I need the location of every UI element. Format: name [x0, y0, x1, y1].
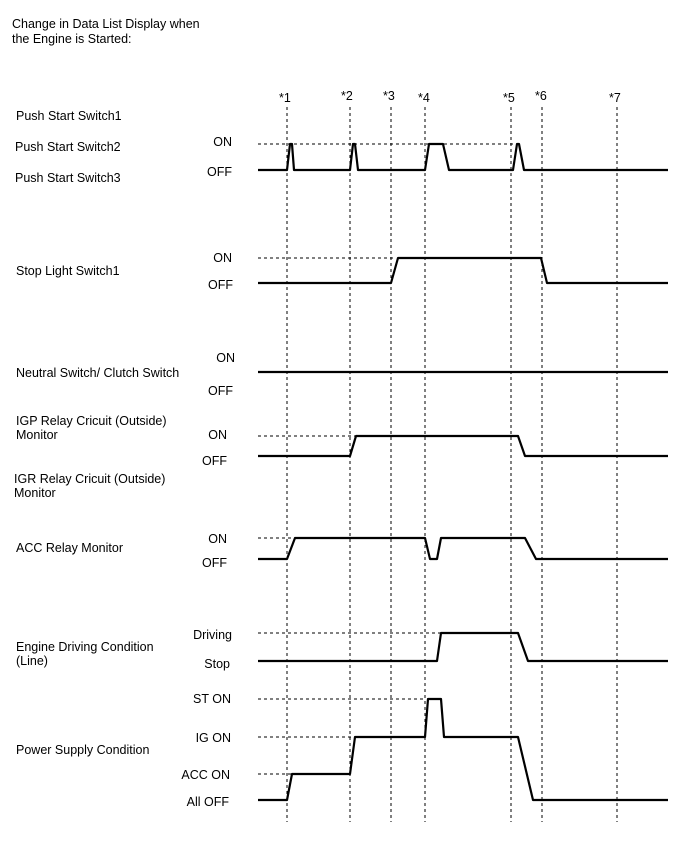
level-off-igp: OFF: [202, 454, 227, 468]
signal-acc: ACC Relay Monitor: [16, 541, 123, 555]
level-st-on: ST ON: [193, 692, 231, 706]
waveform-push-start: [258, 144, 668, 170]
level-off-neutral: OFF: [208, 384, 233, 398]
waveform-power-supply: [258, 699, 668, 800]
signal-push-start-3: Push Start Switch3: [15, 171, 121, 185]
waveform-stop-light: [258, 258, 668, 283]
marker-2: *2: [341, 89, 353, 103]
level-guides: [258, 144, 518, 774]
waveforms: [258, 144, 668, 800]
signal-neutral: Neutral Switch/ Clutch Switch: [16, 366, 180, 380]
level-stop: Stop: [204, 657, 230, 671]
signal-push-start-1: Push Start Switch1: [16, 109, 122, 123]
level-driving: Driving: [193, 628, 232, 642]
signal-igr-line-2: Monitor: [14, 486, 56, 500]
marker-5: *5: [503, 91, 515, 105]
level-on-igp: ON: [208, 428, 227, 442]
level-on-acc: ON: [208, 532, 227, 546]
waveform-acc-relay: [258, 538, 668, 559]
signal-engine-line-2: (Line): [16, 654, 48, 668]
signal-power: Power Supply Condition: [16, 743, 150, 757]
marker-3: *3: [383, 89, 395, 103]
level-all-off: All OFF: [186, 795, 229, 809]
marker-4: *4: [418, 91, 430, 105]
marker-7: *7: [609, 91, 621, 105]
title-line-1: Change in Data List Display when: [12, 17, 200, 31]
level-ig-on: IG ON: [195, 731, 231, 745]
marker-6: *6: [535, 89, 547, 103]
signal-igr-line-1: IGR Relay Cricuit (Outside): [14, 472, 166, 486]
level-off-acc: OFF: [202, 556, 227, 570]
level-on-push: ON: [213, 135, 232, 149]
marker-guides: [287, 107, 617, 822]
signal-stop-light: Stop Light Switch1: [16, 264, 120, 278]
signal-engine-line-1: Engine Driving Condition: [16, 640, 154, 654]
signal-igp-line-1: IGP Relay Cricuit (Outside): [16, 414, 167, 428]
level-acc-on: ACC ON: [181, 768, 230, 782]
level-off-stop-light: OFF: [208, 278, 233, 292]
signal-push-start-2: Push Start Switch2: [15, 140, 121, 154]
waveform-engine: [258, 633, 668, 661]
waveform-igp-relay: [258, 436, 668, 456]
level-off-push: OFF: [207, 165, 232, 179]
level-on-stop-light: ON: [213, 251, 232, 265]
title-line-2: the Engine is Started:: [12, 32, 132, 46]
level-on-neutral: ON: [216, 351, 235, 365]
signal-igp-line-2: Monitor: [16, 428, 58, 442]
marker-1: *1: [279, 91, 291, 105]
